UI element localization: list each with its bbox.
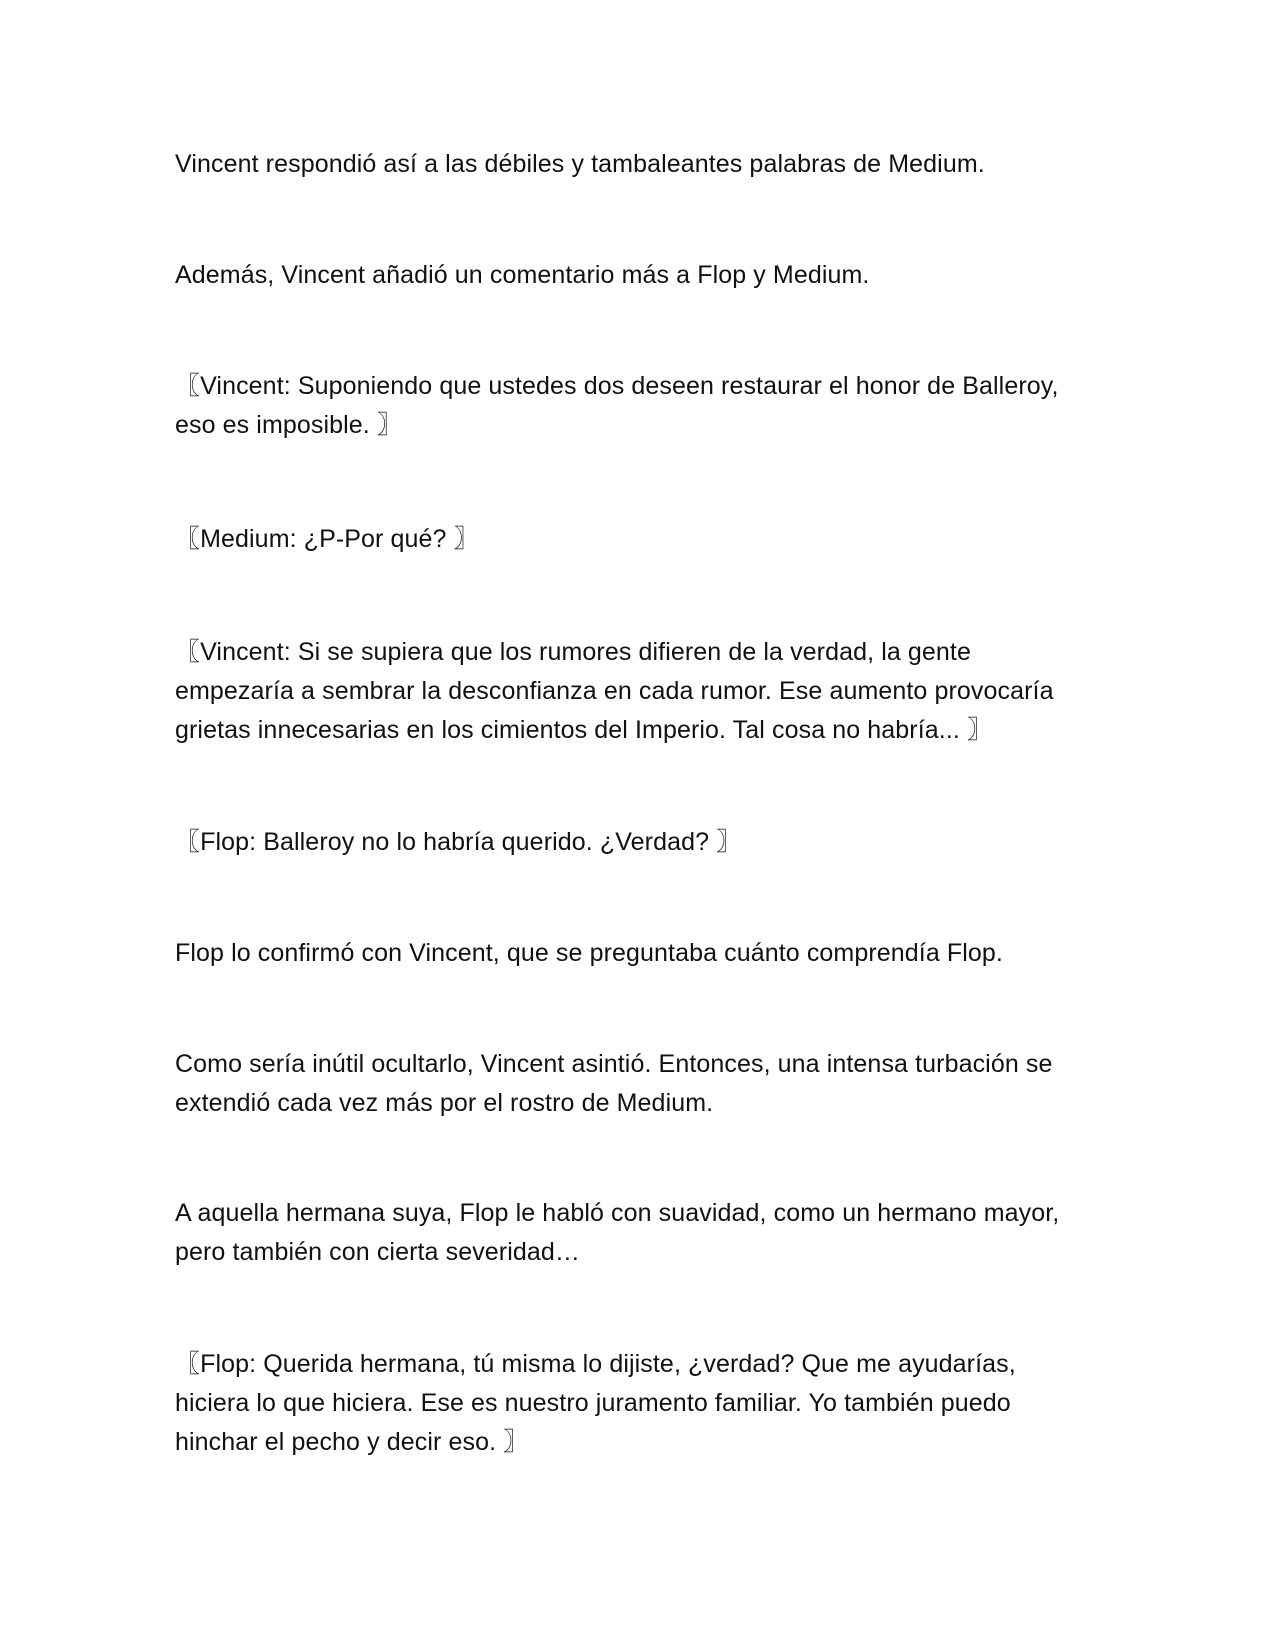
- paragraph-narration-1: Vincent respondió así a las débiles y tambaleantes palabras de Medium.: [175, 150, 985, 178]
- paragraph-dialogue-flop-2: 〖Flop: Querida hermana, tú misma lo dijiste, ¿verdad? Que me ayudarías, hiciera lo que hiciera. Ese es nuestro juramento familiar. Yo también puedo hinchar el pecho y decir eso. 〗: [175, 1350, 1016, 1456]
- paragraph-dialogue-vincent-1: 〖Vincent: Suponiendo que ustedes dos deseen restaurar el honor de Balleroy, eso es imposible. 〗: [175, 372, 1059, 439]
- paragraph-dialogue-vincent-2: 〖Vincent: Si se supiera que los rumores difieren de la verdad, la gente empezaría a sembrar la desconfianza en cada rumor. Ese aumento provocaría grietas innecesarias en los cimientos del Imperio. Tal cosa no habría... 〗: [175, 638, 1054, 744]
- paragraph-narration-2: Además, Vincent añadió un comentario más a Flop y Medium.: [175, 261, 870, 289]
- paragraph-narration-4: Como sería inútil ocultarlo, Vincent asintió. Entonces, una intensa turbación se extendió cada vez más por el rostro de Medium.: [175, 1050, 1053, 1117]
- paragraph-dialogue-medium-1: 〖Medium: ¿P-Por qué? 〗: [175, 525, 479, 553]
- paragraph-narration-3: Flop lo confirmó con Vincent, que se preguntaba cuánto comprendía Flop.: [175, 939, 1003, 967]
- paragraph-dialogue-flop-1: 〖Flop: Balleroy no lo habría querido. ¿Verdad? 〗: [175, 828, 742, 856]
- paragraph-narration-5: A aquella hermana suya, Flop le habló con suavidad, como un hermano mayor, pero también con cierta severidad…: [175, 1199, 1060, 1266]
